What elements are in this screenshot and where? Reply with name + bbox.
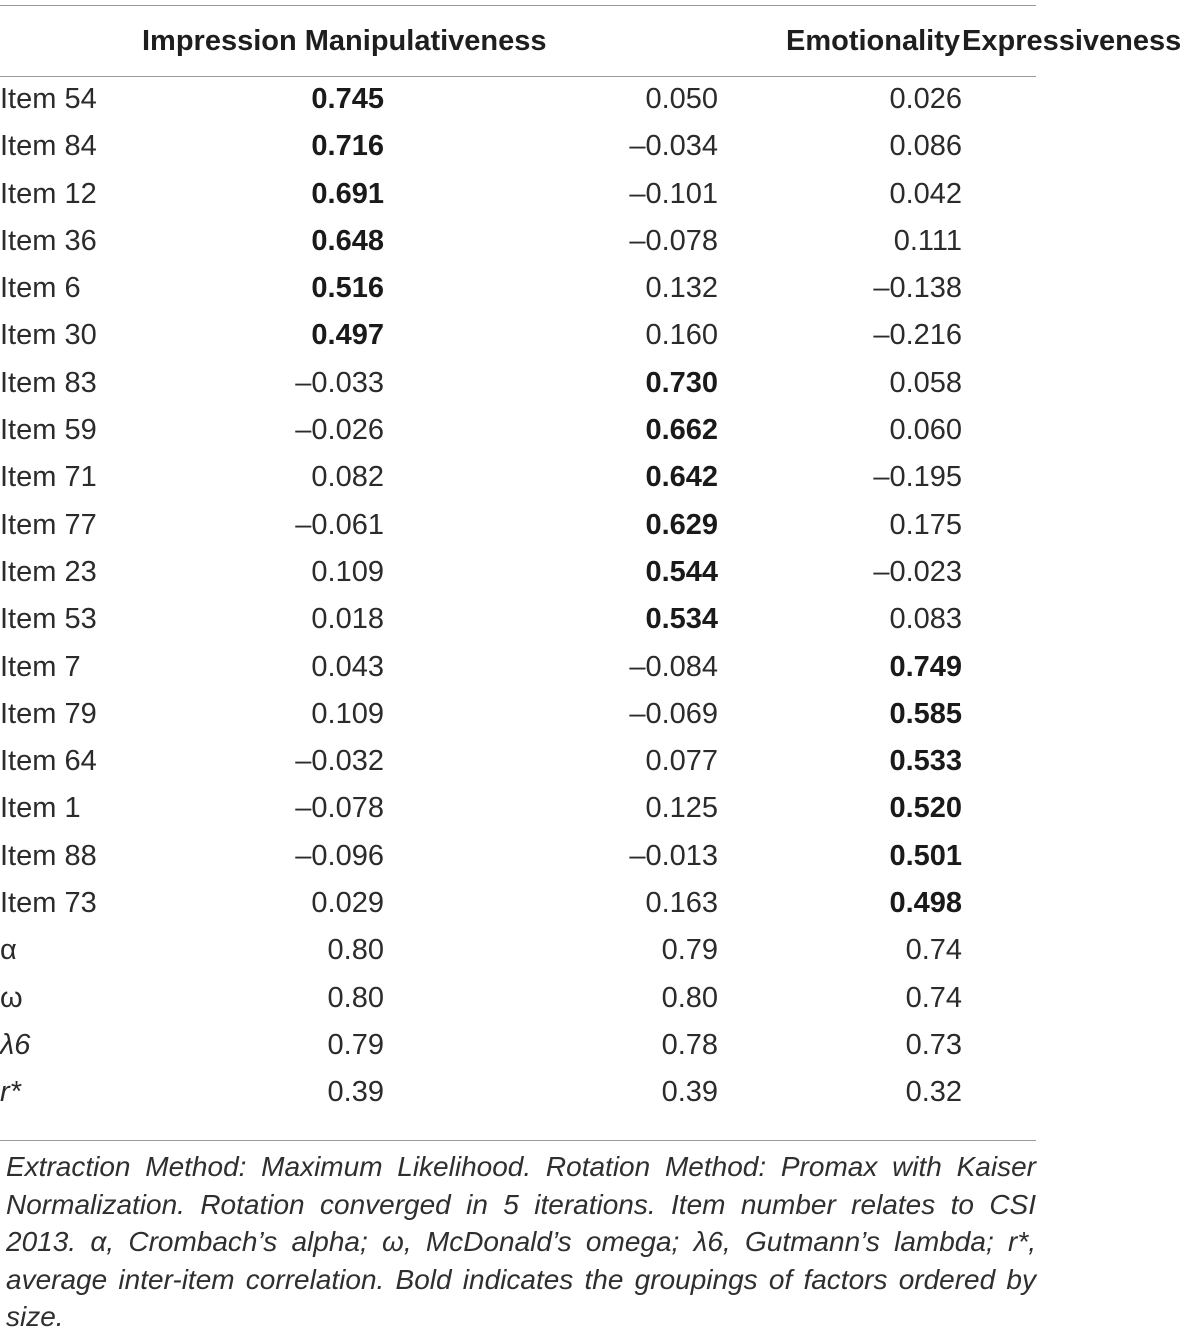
table-row xyxy=(0,265,1036,312)
expressiveness-value: 0.111 xyxy=(893,224,963,257)
expressiveness-value: –0.138 xyxy=(873,272,963,305)
emotionality-value: –0.078 xyxy=(629,224,719,257)
emotionality-value: 0.79 xyxy=(661,934,719,967)
row-label: Item 36 xyxy=(0,224,97,257)
table-row xyxy=(0,880,1036,927)
row-spacer xyxy=(962,549,1036,596)
table-row xyxy=(0,596,1036,643)
emotionality-value: 0.662 xyxy=(645,414,719,447)
emotionality-value: –0.084 xyxy=(629,650,719,683)
row-label: Item 12 xyxy=(0,177,97,210)
row-spacer xyxy=(962,880,1036,927)
row-spacer xyxy=(962,927,1036,974)
row-spacer xyxy=(962,265,1036,312)
expressiveness-value: –0.216 xyxy=(873,319,963,352)
expressiveness-value: 0.520 xyxy=(889,792,963,825)
expressiveness-value: 0.585 xyxy=(889,697,963,730)
table-row xyxy=(0,218,1036,265)
impression-manipulativeness-value: 0.691 xyxy=(311,177,384,210)
row-spacer xyxy=(962,691,1036,738)
emotionality-value: 0.050 xyxy=(645,83,719,115)
table-row xyxy=(0,454,1036,501)
emotionality-value: –0.069 xyxy=(629,697,719,730)
impression-manipulativeness-value: –0.061 xyxy=(295,508,384,541)
impression-manipulativeness-value: 0.716 xyxy=(311,130,384,163)
table-row xyxy=(0,833,1036,880)
table-row xyxy=(0,644,1036,691)
table-row xyxy=(0,171,1036,218)
expressiveness-value: 0.042 xyxy=(889,177,963,210)
emotionality-value: 0.534 xyxy=(645,603,719,636)
expressiveness-value: 0.086 xyxy=(889,130,963,163)
impression-manipulativeness-value: –0.026 xyxy=(295,414,384,447)
table-row xyxy=(0,691,1036,738)
emotionality-value: 0.80 xyxy=(661,981,719,1014)
table-row xyxy=(0,123,1036,170)
table-row xyxy=(0,549,1036,596)
emotionality-value: –0.034 xyxy=(629,130,719,163)
impression-manipulativeness-value: 0.109 xyxy=(311,697,384,730)
row-spacer xyxy=(962,833,1036,880)
table-row xyxy=(0,312,1036,359)
emotionality-value: 0.730 xyxy=(645,366,719,399)
expressiveness-value: 0.501 xyxy=(889,839,963,872)
row-spacer xyxy=(962,123,1036,170)
row-spacer xyxy=(962,785,1036,832)
table-header-row xyxy=(0,6,1036,76)
row-label: r* xyxy=(0,1076,21,1109)
expressiveness-value: 0.060 xyxy=(889,414,963,447)
table-row xyxy=(0,407,1036,454)
emotionality-value: 0.160 xyxy=(645,319,719,352)
table-body xyxy=(0,76,1036,1117)
expressiveness-value: 0.498 xyxy=(889,887,963,920)
emotionality-value: 0.39 xyxy=(661,1076,719,1109)
row-label: Item 84 xyxy=(0,130,97,163)
row-label: λ6 xyxy=(0,1028,31,1061)
table-row xyxy=(0,1069,1036,1116)
expressiveness-value: –0.023 xyxy=(873,555,963,588)
emotionality-value: –0.101 xyxy=(629,177,719,210)
row-label: α xyxy=(0,934,17,967)
header-expressiveness: Expressiveness xyxy=(962,25,1181,57)
impression-manipulativeness-value: 0.516 xyxy=(311,272,384,305)
table-footnote xyxy=(6,1148,1036,1336)
table-row xyxy=(0,785,1036,832)
table-row xyxy=(0,1022,1036,1069)
expressiveness-value: 0.74 xyxy=(905,981,963,1014)
table-bottom-rule xyxy=(0,1140,1036,1141)
row-label: Item 83 xyxy=(0,366,97,399)
row-label: Item 77 xyxy=(0,508,97,541)
expressiveness-value: 0.73 xyxy=(905,1028,963,1061)
row-spacer xyxy=(962,454,1036,501)
row-label: Item 54 xyxy=(0,83,97,115)
header-item xyxy=(0,6,132,76)
factor-loadings-table xyxy=(0,6,1181,1117)
impression-manipulativeness-value: 0.745 xyxy=(311,83,384,115)
row-spacer xyxy=(962,596,1036,643)
emotionality-value: 0.077 xyxy=(645,745,719,778)
expressiveness-value: 0.175 xyxy=(889,508,963,541)
impression-manipulativeness-value: 0.39 xyxy=(327,1076,384,1109)
expressiveness-value: 0.32 xyxy=(905,1076,963,1109)
impression-manipulativeness-value: –0.096 xyxy=(295,839,384,872)
impression-manipulativeness-value: 0.082 xyxy=(311,461,384,494)
row-label: Item 71 xyxy=(0,461,97,494)
impression-manipulativeness-value: 0.79 xyxy=(327,1028,384,1061)
expressiveness-value: –0.195 xyxy=(873,461,963,494)
expressiveness-value: 0.533 xyxy=(889,745,963,778)
expressiveness-value: 0.083 xyxy=(889,603,963,636)
impression-manipulativeness-value: –0.032 xyxy=(295,745,384,778)
table-row xyxy=(0,738,1036,785)
row-spacer xyxy=(962,76,1036,123)
row-spacer xyxy=(962,407,1036,454)
table-row xyxy=(0,927,1036,974)
table-row xyxy=(0,502,1036,549)
row-label: Item 53 xyxy=(0,603,97,636)
row-spacer xyxy=(962,360,1036,407)
table-row xyxy=(0,360,1036,407)
row-spacer xyxy=(962,738,1036,785)
emotionality-value: 0.125 xyxy=(645,792,719,825)
emotionality-value: 0.132 xyxy=(645,272,719,305)
emotionality-value: 0.163 xyxy=(645,887,719,920)
row-spacer xyxy=(962,502,1036,549)
row-label: Item 79 xyxy=(0,697,97,730)
emotionality-value: 0.642 xyxy=(645,461,719,494)
row-label: Item 73 xyxy=(0,887,97,920)
impression-manipulativeness-value: 0.109 xyxy=(311,555,384,588)
row-label: Item 1 xyxy=(0,792,81,825)
footnote-text: Extraction Method: Maximum Likelihood. Rotation Method: Promax with Kaiser Normalization. Rotation converged in 5 iterations. Item number relates to CSI 2013. α, Crombach’s alpha; ω, McDonald’s omega; λ6, Gutmann’s lambda; r*, average inter-item correlation. Bold indicates the groupings of factors ordered by size. xyxy=(6,1151,1036,1332)
impression-manipulativeness-value: –0.033 xyxy=(295,366,384,399)
impression-manipulativeness-value: 0.029 xyxy=(311,887,384,920)
row-label: Item 30 xyxy=(0,319,97,352)
impression-manipulativeness-value: 0.80 xyxy=(327,934,384,967)
header-impression-manipulativeness: Impression Manipulativeness xyxy=(142,25,547,57)
table-row xyxy=(0,975,1036,1022)
row-spacer xyxy=(962,644,1036,691)
row-label: Item 6 xyxy=(0,272,81,305)
emotionality-value: –0.013 xyxy=(629,839,719,872)
emotionality-value: 0.629 xyxy=(645,508,719,541)
impression-manipulativeness-value: 0.043 xyxy=(311,650,384,683)
header-emotionality: Emotionality xyxy=(786,25,961,57)
emotionality-value: 0.544 xyxy=(645,555,719,588)
row-spacer xyxy=(962,975,1036,1022)
row-label: Item 88 xyxy=(0,839,97,872)
row-label: Item 59 xyxy=(0,414,97,447)
impression-manipulativeness-value: 0.018 xyxy=(311,603,384,636)
row-label: Item 23 xyxy=(0,555,97,588)
row-spacer xyxy=(962,1069,1036,1116)
expressiveness-value: 0.026 xyxy=(889,83,963,115)
impression-manipulativeness-value: –0.078 xyxy=(295,792,384,825)
impression-manipulativeness-value: 0.497 xyxy=(311,319,384,352)
expressiveness-value: 0.74 xyxy=(905,934,963,967)
table-row xyxy=(0,76,1036,123)
impression-manipulativeness-value: 0.648 xyxy=(311,224,384,257)
row-spacer xyxy=(962,312,1036,359)
emotionality-value: 0.78 xyxy=(661,1028,719,1061)
expressiveness-value: 0.749 xyxy=(889,650,963,683)
row-label: ω xyxy=(0,981,23,1014)
row-label: Item 7 xyxy=(0,650,81,683)
row-spacer xyxy=(962,218,1036,265)
impression-manipulativeness-value: 0.80 xyxy=(327,981,384,1014)
row-spacer xyxy=(962,1022,1036,1069)
row-label: Item 64 xyxy=(0,745,97,778)
row-spacer xyxy=(962,171,1036,218)
expressiveness-value: 0.058 xyxy=(889,366,963,399)
